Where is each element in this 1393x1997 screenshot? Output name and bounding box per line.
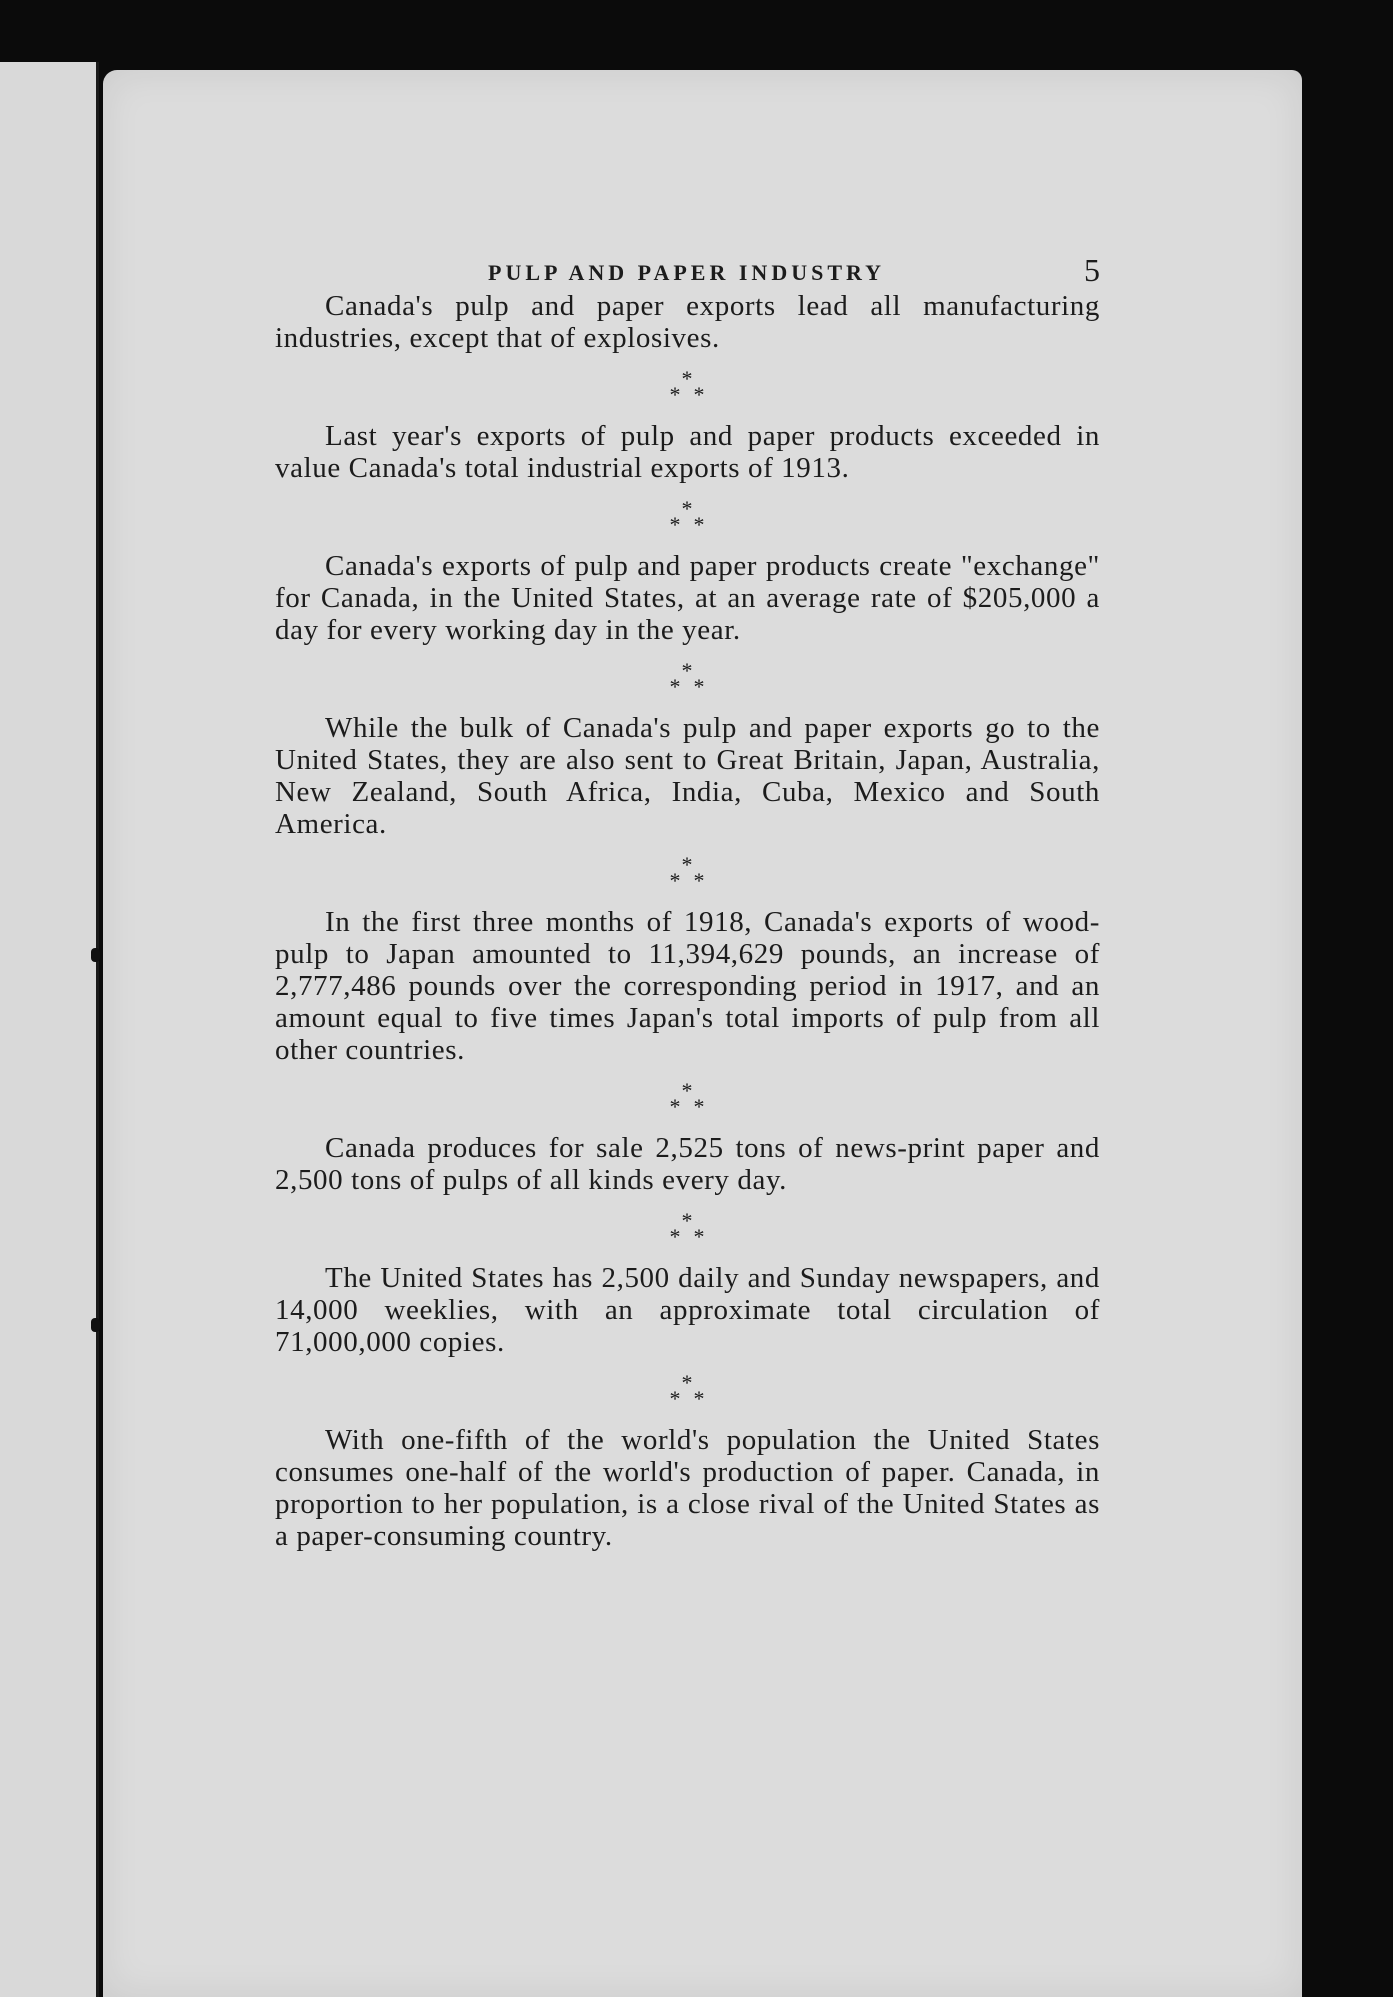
gutter-mark-lower	[91, 1318, 100, 1332]
page-text-block	[275, 250, 1100, 1552]
asterism-separator: * * *	[669, 658, 705, 699]
asterism-separator: * * *	[669, 852, 705, 893]
gutter-line	[96, 62, 99, 1997]
paragraph: The United States has 2,500 daily and Sunday newspapers, and 14,000 weeklies, with an approximate total circulation of 71,000,000 copies.	[275, 1262, 1100, 1358]
facing-page-edge	[0, 62, 98, 1997]
paragraph: Last year's exports of pulp and paper products exceeded in value Canada's total industrial exports of 1913.	[275, 420, 1100, 484]
page-number: 5	[1084, 252, 1100, 288]
asterism-separator: * * *	[669, 496, 705, 537]
gutter-mark-upper	[91, 948, 100, 962]
asterism-separator: * * *	[669, 1078, 705, 1119]
asterism-separator: * * *	[669, 366, 705, 407]
paragraph: Canada's exports of pulp and paper products create "exchange" for Canada, in the United States, at an average rate of $205,000 a day for every working day in the year.	[275, 550, 1100, 646]
running-header	[275, 250, 1100, 290]
paragraph: In the first three months of 1918, Canada's exports of wood-pulp to Japan amounted to 11,394,629 pounds, an increase of 2,777,486 pounds over the corresponding period in 1917, and an amount equal to five times Japan's total imports of pulp from all other countries.	[275, 906, 1100, 1066]
paragraph: Canada produces for sale 2,525 tons of news-print paper and 2,500 tons of pulps of all kinds every day.	[275, 1132, 1100, 1196]
paragraph: While the bulk of Canada's pulp and paper exports go to the United States, they are also sent to Great Britain, Japan, Australia, New Zealand, South Africa, India, Cuba, Mexico and South America.	[275, 712, 1100, 840]
paragraph: With one-fifth of the world's population the United States consumes one-half of the world's production of paper. Canada, in proportion to her population, is a close rival of the United States as a paper-consuming country.	[275, 1424, 1100, 1552]
asterism-separator: * * *	[669, 1208, 705, 1249]
paragraph: Canada's pulp and paper exports lead all manufacturing industries, except that of explosives.	[275, 290, 1100, 354]
asterism-separator: * * *	[669, 1370, 705, 1411]
running-title: PULP AND PAPER INDUSTRY	[488, 260, 886, 285]
